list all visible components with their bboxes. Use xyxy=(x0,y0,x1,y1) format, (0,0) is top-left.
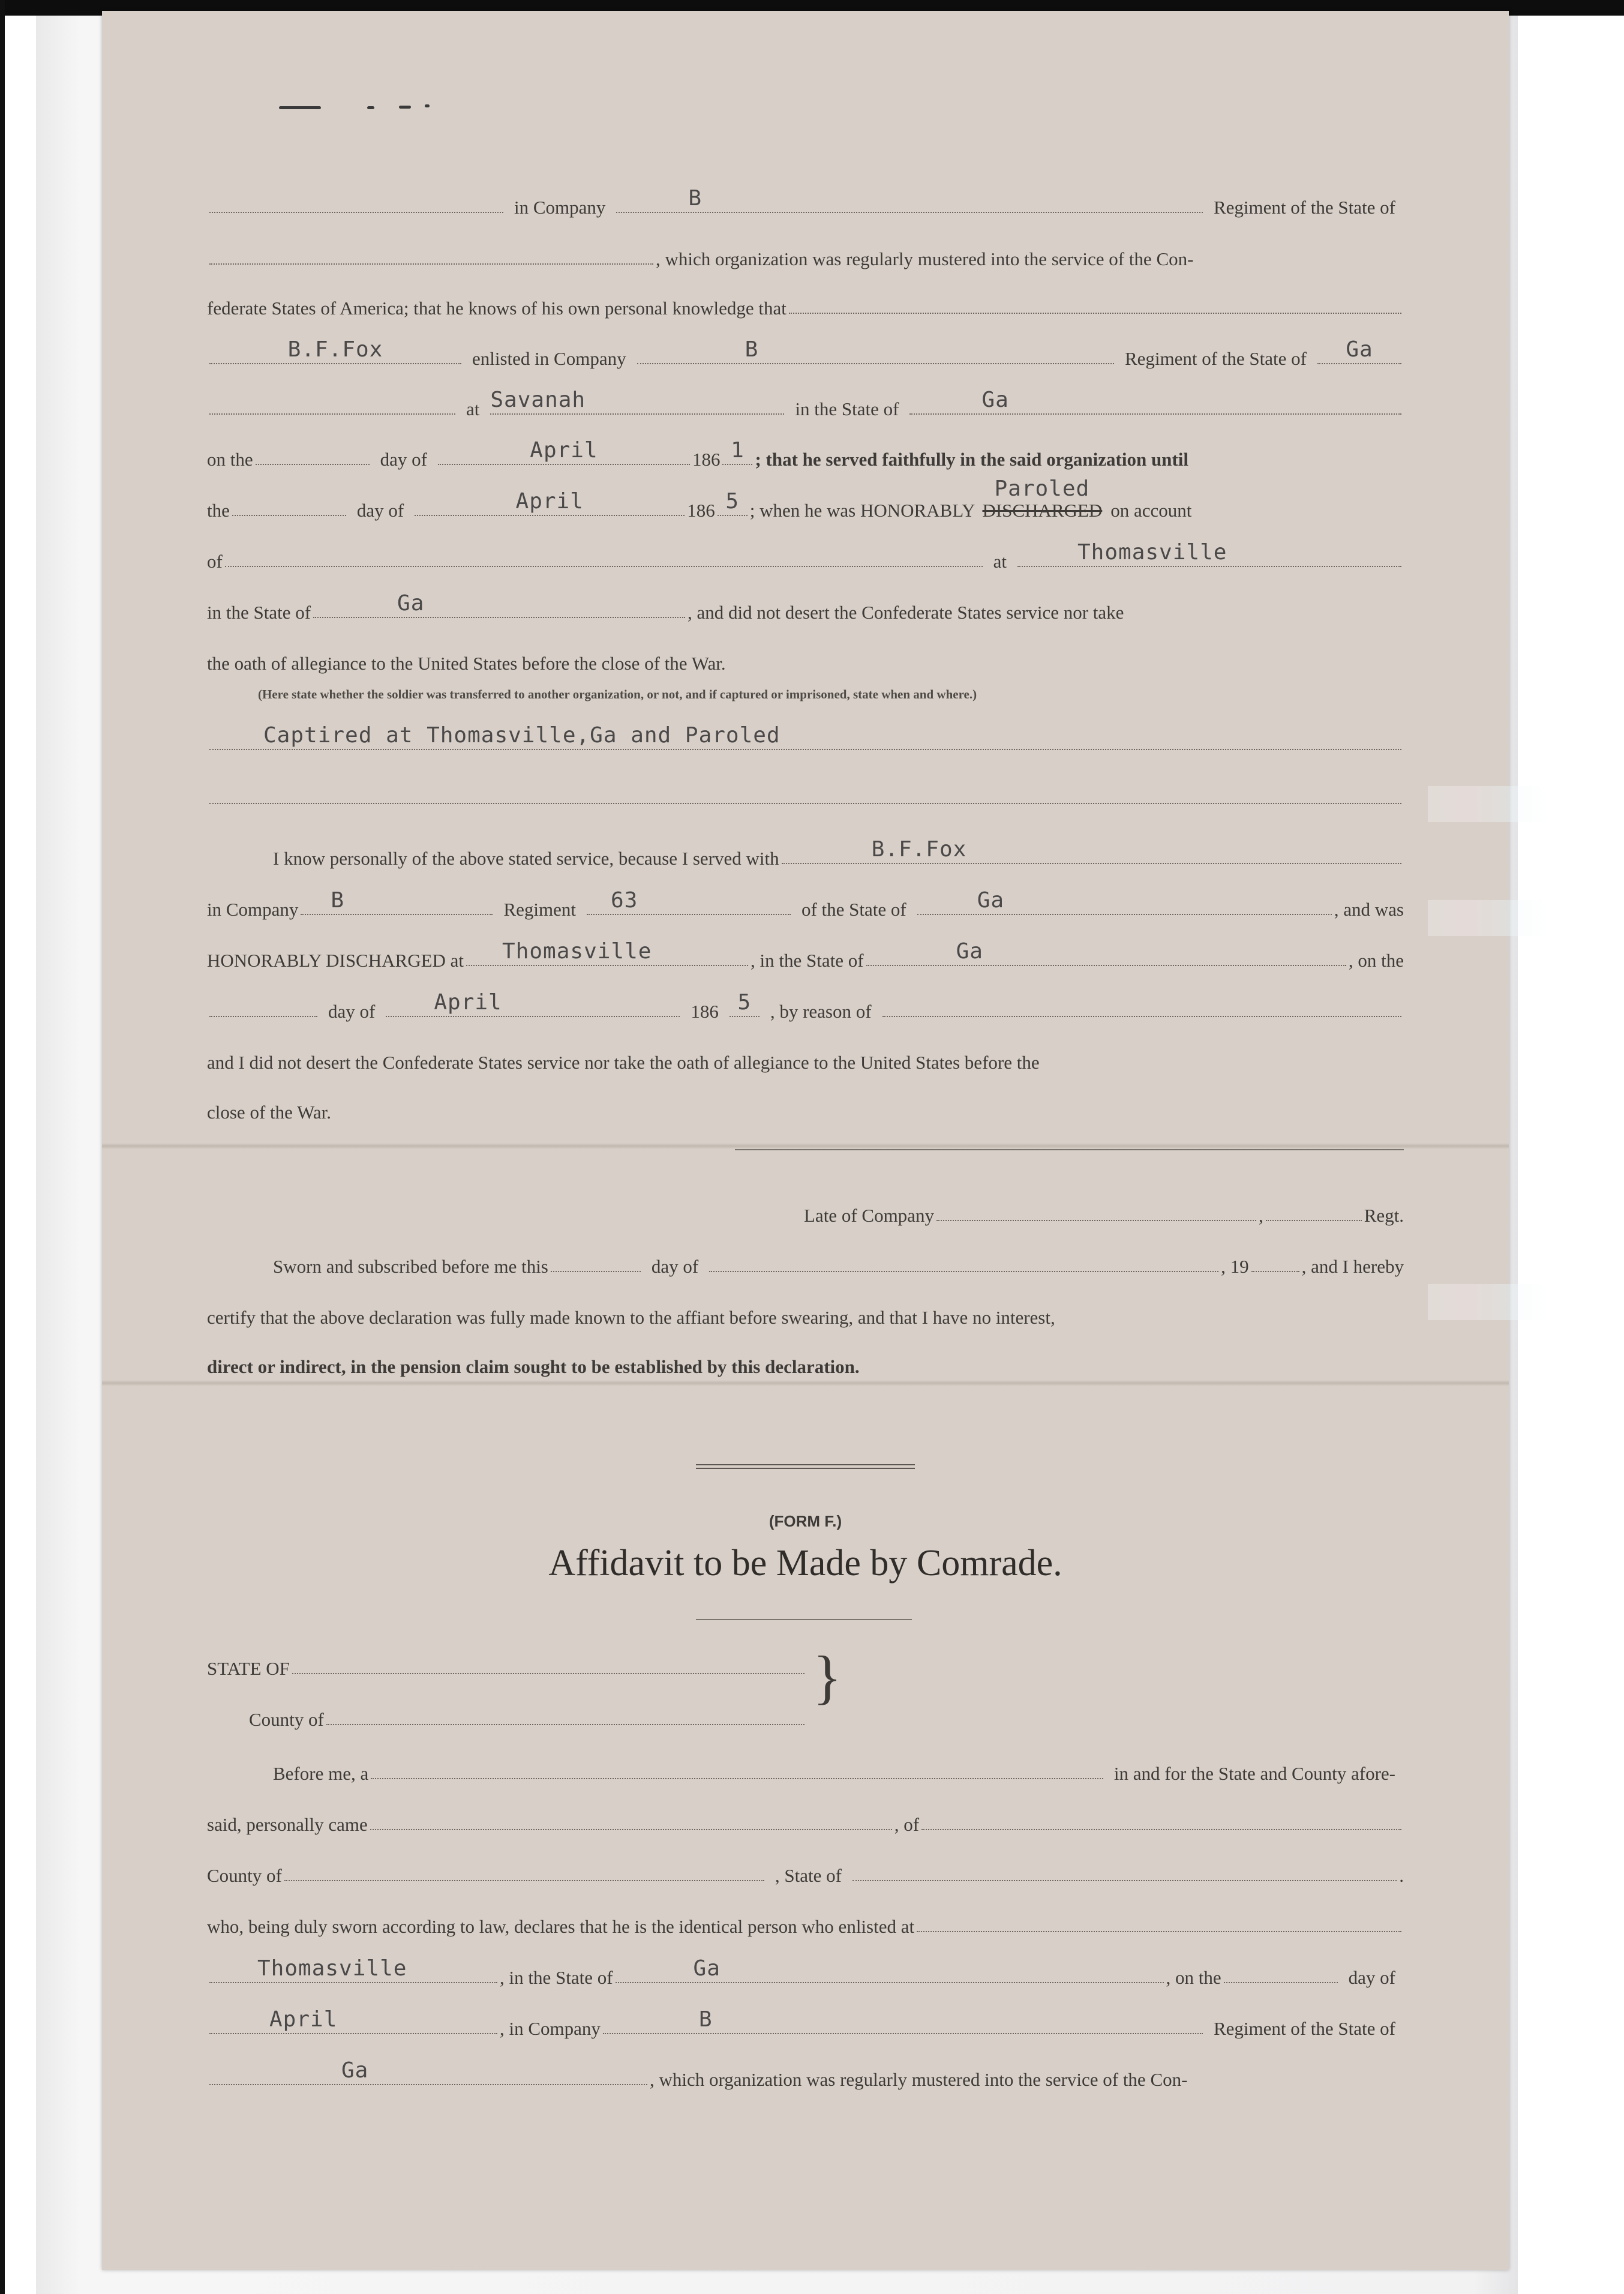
blank-enlisted-state xyxy=(1317,337,1401,364)
blank-name xyxy=(209,211,503,213)
blank-year xyxy=(1251,1270,1299,1272)
text-did-not-desert: , and did not desert the Confederate States service nor take xyxy=(688,602,1124,623)
blank-month xyxy=(438,438,690,465)
blank-remarks xyxy=(209,723,1401,750)
ink-mark xyxy=(425,104,430,107)
blank-place xyxy=(209,1956,497,1983)
label-state-of: in the State of xyxy=(207,602,311,623)
line-before-me xyxy=(207,1746,1404,1785)
label-regiment-state: Regiment of the State of xyxy=(1124,348,1307,369)
blank-month xyxy=(386,990,680,1017)
line-captured xyxy=(207,717,1404,755)
label-at: at xyxy=(993,551,1007,572)
text-honorably-discharged: HONORABLY DISCHARGED at xyxy=(207,950,464,971)
blank-affiant xyxy=(370,1828,892,1830)
line-close-war xyxy=(207,1085,1404,1123)
line-county-state xyxy=(207,1848,1404,1887)
label-regiment-state: Regiment of the State of xyxy=(1213,2018,1395,2039)
text-discharged: DISCHARGED xyxy=(982,500,1103,521)
title-rule xyxy=(696,1619,912,1620)
line-enlist-place xyxy=(207,382,1404,420)
label-regiment: Regiment xyxy=(503,899,576,920)
blank-state xyxy=(616,1956,1164,1983)
label-by-reason: , by reason of xyxy=(770,1001,872,1022)
blank-state xyxy=(917,888,1332,915)
form-label: (FORM F.) xyxy=(769,1512,842,1530)
typed-place: Thomasville xyxy=(502,939,652,964)
blank-state xyxy=(909,388,1401,415)
blank-day xyxy=(551,1270,641,1272)
typed-state: Ga xyxy=(981,388,1009,412)
label-company: in Company xyxy=(514,197,606,218)
label-state-of: STATE OF xyxy=(207,1658,290,1679)
label-day-of: day of xyxy=(328,1001,376,1022)
label-company: in Company xyxy=(207,899,299,920)
blank-company xyxy=(936,1219,1256,1221)
label-year: , 19 xyxy=(1221,1256,1249,1277)
text-served-with: I know personally of the above stated service, because I served with xyxy=(273,848,779,869)
line-organization xyxy=(207,2052,1404,2091)
typed-month: April xyxy=(269,2007,338,2032)
label-of: of xyxy=(207,551,223,572)
blank-day xyxy=(209,1015,317,1017)
line-state-of xyxy=(207,1641,807,1680)
discharged-struck xyxy=(982,476,1103,521)
blank-county xyxy=(284,1879,764,1881)
blank-day xyxy=(256,463,370,465)
text-on-account: on account xyxy=(1110,500,1192,521)
blank-officer xyxy=(371,1777,1103,1779)
line-sworn xyxy=(207,1239,1404,1278)
label-year-prefix: 186 xyxy=(692,449,721,470)
label-day-of: day of xyxy=(651,1256,699,1277)
typed-month: April xyxy=(434,990,502,1015)
text-declares: who, being duly sworn according to law, declares that he is the identical person who enlisted at xyxy=(207,1916,915,1937)
line-remarks-2 xyxy=(207,771,1404,809)
blank-company xyxy=(616,186,1203,213)
section-divider xyxy=(696,1464,915,1469)
ink-mark xyxy=(367,106,374,109)
typed-enlisted-state: Ga xyxy=(1346,337,1373,362)
signature-line xyxy=(735,1149,1404,1150)
line-place xyxy=(207,534,1404,572)
blank-city xyxy=(490,388,784,415)
blank-place xyxy=(466,939,748,966)
label-on-the: , on the xyxy=(1166,1967,1221,1988)
typed-enlisted-company: B xyxy=(745,337,759,362)
typed-state: Ga xyxy=(977,888,1005,913)
label-state-of: , in the State of xyxy=(500,1967,613,1988)
typed-company: B xyxy=(331,888,345,913)
label-the: the xyxy=(207,500,230,521)
label-enlisted: enlisted in Company xyxy=(472,348,626,369)
typed-state: Ga xyxy=(341,2058,369,2083)
paper-fold xyxy=(102,1143,1509,1149)
line-knowledge xyxy=(207,281,1404,319)
typed-month: April xyxy=(515,489,584,514)
label-county-of: County of xyxy=(249,1709,324,1730)
blank-remarks xyxy=(209,802,1401,804)
paper-fold xyxy=(102,1380,1509,1386)
label-day-of: day of xyxy=(356,500,404,521)
label-on-the: , on the xyxy=(1348,950,1404,971)
blank-day xyxy=(232,514,346,516)
blank-place xyxy=(1017,540,1401,567)
blank-month xyxy=(415,489,685,516)
blank-state xyxy=(866,939,1346,966)
blank-state xyxy=(292,1672,805,1674)
text-personally-came: said, personally came xyxy=(207,1814,368,1835)
blank-regiment xyxy=(1266,1219,1362,1221)
label-state-of: in the State of xyxy=(795,398,899,419)
label-day-of: day of xyxy=(1348,1967,1395,1988)
blank-year xyxy=(730,990,760,1017)
typed-state: Ga xyxy=(693,1956,721,1981)
sleeve-glare xyxy=(1428,1284,1548,1320)
blank xyxy=(209,412,455,415)
blank-state xyxy=(209,262,653,265)
text-before-me: Before me, a xyxy=(273,1763,369,1784)
typed-remarks: Captired at Thomasville,Ga and Paroled xyxy=(263,723,781,748)
typed-state: Ga xyxy=(956,939,983,964)
blank-state xyxy=(209,2058,647,2085)
typed-city: Savanah xyxy=(490,388,586,412)
typed-month: April xyxy=(530,438,598,463)
ink-mark xyxy=(279,106,321,109)
line-late-of-company xyxy=(804,1188,1404,1227)
blank-residence xyxy=(921,1828,1401,1830)
text-honorably: ; when he was HONORABLY xyxy=(749,500,975,521)
text-certify: certify that the above declaration was fully made known to the affiant before swearing, and that I have no interest, xyxy=(207,1307,1055,1328)
sleeve-glare xyxy=(1428,900,1548,936)
label-county-of: County of xyxy=(207,1865,282,1886)
scan-left-border xyxy=(0,0,5,2294)
label-year-prefix: 186 xyxy=(691,1001,719,1022)
line-served-with xyxy=(207,831,1404,869)
line-honorably xyxy=(207,933,1404,971)
typed-soldier-name: B.F.Fox xyxy=(287,337,383,362)
blank-regiment xyxy=(587,888,791,915)
blank-year xyxy=(718,489,748,516)
blank-state xyxy=(313,591,685,618)
typed-place: Thomasville xyxy=(257,1956,407,1981)
label-regiment-state: Regiment of the State of xyxy=(1213,197,1395,218)
line-comrade-company xyxy=(207,882,1404,920)
typed-year: 5 xyxy=(737,990,752,1015)
label-late-company: Late of Company xyxy=(804,1205,934,1226)
instruction-note: (Here state whether the soldier was transferred to another organization, or not, and if captured or imprisoned, state when and where.) xyxy=(258,687,977,701)
line-sworn-declares xyxy=(207,1899,1404,1938)
blank-enlist-place xyxy=(917,1930,1401,1932)
typed-regiment: 63 xyxy=(610,888,638,913)
ink-mark xyxy=(399,106,411,109)
typed-company: B xyxy=(698,2007,713,2032)
blank-month xyxy=(209,2007,497,2034)
text-mustered: , which organization was regularly mustered into the service of the Con- xyxy=(656,248,1194,269)
text-state-county: in and for the State and County afore- xyxy=(1113,1763,1395,1784)
blank-county xyxy=(326,1723,805,1725)
text-served: ; that he served faithfully in the said organization until xyxy=(755,449,1188,470)
sep: , xyxy=(1258,1205,1263,1226)
blank-month xyxy=(709,1270,1218,1272)
period: . xyxy=(1399,1865,1404,1886)
text-knowledge: federate States of America; that he knows of his own personal knowledge that xyxy=(207,298,787,319)
label-state-of: of the State of xyxy=(801,899,906,920)
typed-company: B xyxy=(688,186,703,211)
label-state-of: , State of xyxy=(775,1865,842,1886)
line-comrade-date xyxy=(207,984,1404,1022)
line-desert xyxy=(207,1035,1404,1073)
blank-company xyxy=(301,888,493,915)
line-county-of xyxy=(207,1692,807,1731)
blank-reason xyxy=(225,565,983,567)
blank-day xyxy=(1224,1981,1338,1983)
typed-year: 1 xyxy=(731,438,745,463)
sleeve-glare xyxy=(1428,786,1548,822)
blank-reason xyxy=(882,1015,1401,1017)
label-company: , in Company xyxy=(500,2018,601,2039)
label-regt: Regt. xyxy=(1364,1205,1404,1226)
label-year-prefix: 186 xyxy=(687,500,715,521)
line-organization xyxy=(207,232,1404,270)
blank-state xyxy=(852,1879,1397,1881)
line-direct xyxy=(207,1339,1404,1378)
text-sworn: Sworn and subscribed before me this xyxy=(273,1256,548,1277)
line-personally-came xyxy=(207,1797,1404,1836)
blank-soldier xyxy=(209,337,461,364)
typed-state: Ga xyxy=(397,591,425,616)
blank-person xyxy=(789,311,1401,314)
venue-brace: } xyxy=(813,1644,842,1710)
line-enlisted xyxy=(207,331,1404,370)
typed-paroled: Paroled xyxy=(994,476,1090,501)
line-april-company xyxy=(207,2001,1404,2040)
label-on-the: on the xyxy=(207,449,253,470)
label-of: , of xyxy=(894,1814,920,1835)
typed-place: Thomasville xyxy=(1077,540,1227,565)
line-company xyxy=(207,180,1404,218)
label-day-of: day of xyxy=(380,449,427,470)
text-oath: the oath of allegiance to the United States before the close of the War. xyxy=(207,653,726,674)
blank-company xyxy=(603,2007,1203,2034)
blank-year xyxy=(722,438,752,465)
text-did-not-desert: and I did not desert the Confederate States service nor take the oath of allegiance to the United States before the xyxy=(207,1052,1040,1073)
text-and-was: , and was xyxy=(1334,899,1404,920)
text-mustered: , which organization was regularly mustered into the service of the Con- xyxy=(650,2069,1188,2090)
label-at: at xyxy=(466,398,480,419)
line-discharge-date xyxy=(207,476,1404,521)
typed-comrade: B.F.Fox xyxy=(871,837,967,862)
blank-enlisted-company xyxy=(637,337,1114,364)
line-enlisted-at xyxy=(207,1950,1404,1989)
label-state-of: , in the State of xyxy=(751,950,864,971)
blank-comrade xyxy=(782,837,1401,864)
form-title: Affidavit to be Made by Comrade. xyxy=(548,1543,1062,1584)
line-state xyxy=(207,585,1404,623)
line-enlist-date xyxy=(207,432,1404,470)
line-oath xyxy=(207,636,1404,674)
line-certify xyxy=(207,1290,1404,1329)
text-close-war: close of the War. xyxy=(207,1102,331,1123)
text-hereby: , and I hereby xyxy=(1301,1256,1404,1277)
text-direct: direct or indirect, in the pension claim sought to be established by this declaration. xyxy=(207,1356,860,1377)
typed-year: 5 xyxy=(725,489,740,514)
